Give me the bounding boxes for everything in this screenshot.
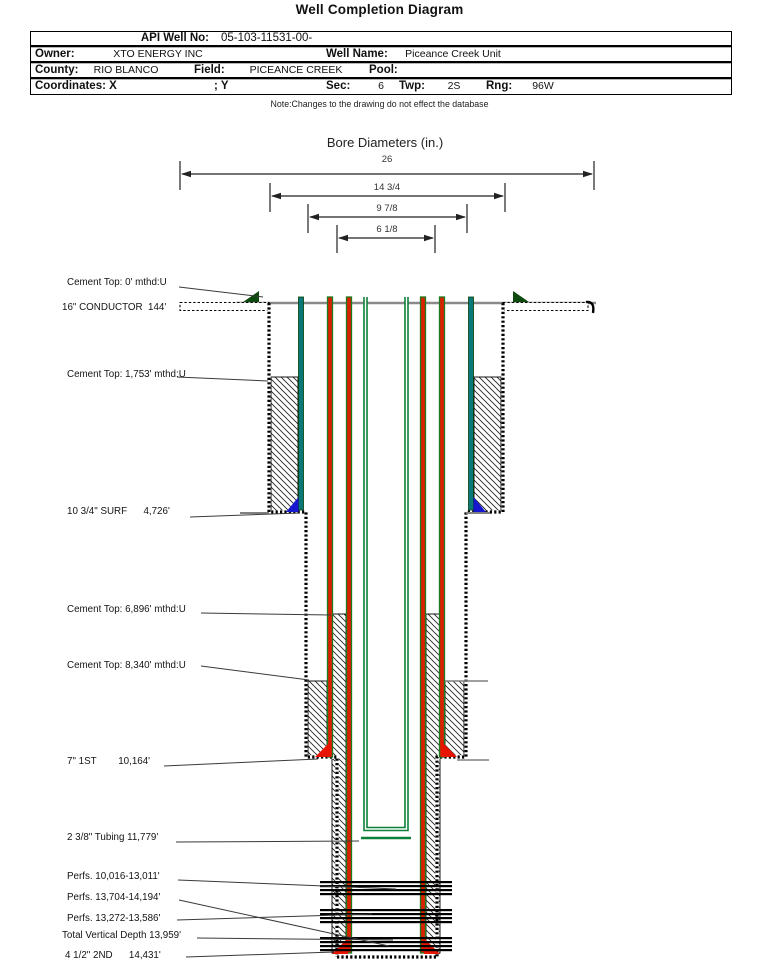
rng-label: Rng: — [486, 80, 513, 92]
page-title: Well Completion Diagram — [295, 2, 464, 17]
bore-dimension-6-1-8 — [337, 224, 435, 253]
county-value: RIO BLANCO — [93, 64, 159, 76]
pool-label: Pool: — [369, 64, 398, 76]
perf-bar — [320, 917, 452, 919]
bore-dim-6-value: 6 1/8 — [376, 224, 398, 235]
cement-top-marker-right — [513, 291, 529, 302]
field-value: PICEANCE CREEK — [249, 64, 343, 76]
pointer-second-casing — [186, 952, 334, 957]
bore-diameters-title: Bore Diameters (in.) — [326, 135, 444, 150]
arrowhead-left — [271, 193, 281, 200]
perf-bar — [320, 949, 452, 951]
pointer-tubing — [176, 841, 359, 842]
database-note: Note:Changes to the drawing do not effect the database — [270, 99, 489, 109]
well-name-label: Well Name: — [326, 48, 388, 60]
twp-value: 2S — [447, 80, 461, 92]
arrowhead-right — [494, 193, 504, 200]
intermediate-cement-right — [445, 681, 464, 757]
owner-label: Owner: — [35, 48, 75, 60]
label-cement-top-6896: Cement Top: 6,896' mthd:U — [67, 604, 186, 615]
first-casing-left — [328, 297, 333, 757]
tubing-string — [361, 297, 411, 838]
borehole-wall-underlay — [269, 303, 503, 957]
label-cement-top-1753: Cement Top: 1,753' mthd:U — [67, 369, 186, 380]
sec-label: Sec: — [326, 80, 351, 92]
perf-bar — [320, 889, 452, 891]
borehole-wall-dashes — [269, 303, 503, 957]
county-label: County: — [35, 64, 79, 76]
coordinates-label: Coordinates: X — [35, 80, 117, 92]
twp-label: Twp: — [399, 80, 425, 92]
label-tvd: Total Vertical Depth 13,959' — [62, 930, 181, 941]
conductor-bar-left — [180, 303, 269, 311]
borehole-walls — [269, 303, 503, 957]
perf-bar — [320, 909, 452, 911]
pointer-cement-top-6896 — [201, 613, 331, 615]
label-surface-casing: 10 3/4" SURF 4,726' — [67, 506, 170, 517]
perf-bar — [320, 893, 452, 895]
label-perfs-b: Perfs. 13,704-14,194' — [67, 892, 161, 903]
tubing-bore — [366, 297, 407, 829]
second-casing-right — [421, 297, 426, 953]
surface-cement-right — [474, 377, 501, 512]
liner-cement-left — [332, 614, 346, 953]
well-name-value: Piceance Creek Unit — [405, 48, 501, 60]
label-first-casing: 7" 1ST 10,164' — [67, 756, 151, 767]
arrowhead-left — [309, 214, 319, 221]
conductor-bar-right — [503, 303, 588, 311]
perf-bar — [320, 921, 452, 923]
pointer-cement-top-8340 — [201, 666, 309, 680]
label-cement-top-0: Cement Top: 0' mthd:U — [67, 277, 167, 288]
intermediate-cement-left — [308, 681, 327, 757]
arrowhead-left — [338, 235, 348, 242]
perf-bar — [320, 937, 452, 939]
perf-bar — [320, 881, 452, 883]
rng-value: 96W — [532, 80, 554, 92]
sec-value: 6 — [378, 80, 384, 92]
surface-casing-left — [299, 297, 304, 510]
bore-dim-14-value: 14 3/4 — [373, 182, 401, 193]
arrowhead-right — [456, 214, 466, 221]
label-tubing: 2 3/8" Tubing 11,779' — [67, 832, 159, 843]
label-cement-top-8340: Cement Top: 8,340' mthd:U — [67, 660, 186, 671]
label-perfs-a: Perfs. 10,016-13,011' — [67, 871, 160, 882]
tubing-wall — [366, 297, 407, 829]
second-casing-left — [347, 297, 352, 953]
label-second-casing: 4 1/2" 2ND 14,431' — [65, 950, 161, 961]
api-well-no-label: API Well No: — [140, 32, 209, 44]
pointer-first-casing — [164, 759, 318, 766]
perf-bar — [320, 941, 452, 943]
arrowhead-left — [181, 171, 191, 178]
field-label: Field: — [194, 64, 225, 76]
surface-cement-left — [271, 377, 298, 512]
pointer-cement-top-0 — [179, 287, 263, 297]
pointer-cement-top-1753 — [177, 377, 268, 381]
bore-dim-9-value: 9 7/8 — [376, 203, 398, 214]
arrowhead-right — [583, 171, 593, 178]
arrowhead-right — [424, 235, 434, 242]
coordinates-y-label: ; Y — [214, 80, 229, 92]
surface-casing-right — [469, 297, 474, 510]
first-casing-right — [440, 297, 445, 757]
bore-dim-26-value: 26 — [381, 154, 393, 165]
label-conductor: 16" CONDUCTOR 144' — [62, 302, 167, 313]
api-well-no-value: 05-103-11531-00- — [221, 32, 313, 44]
label-perfs-c: Perfs. 13,272-13,586' — [67, 913, 161, 924]
owner-value: XTO ENERGY INC — [113, 48, 203, 60]
